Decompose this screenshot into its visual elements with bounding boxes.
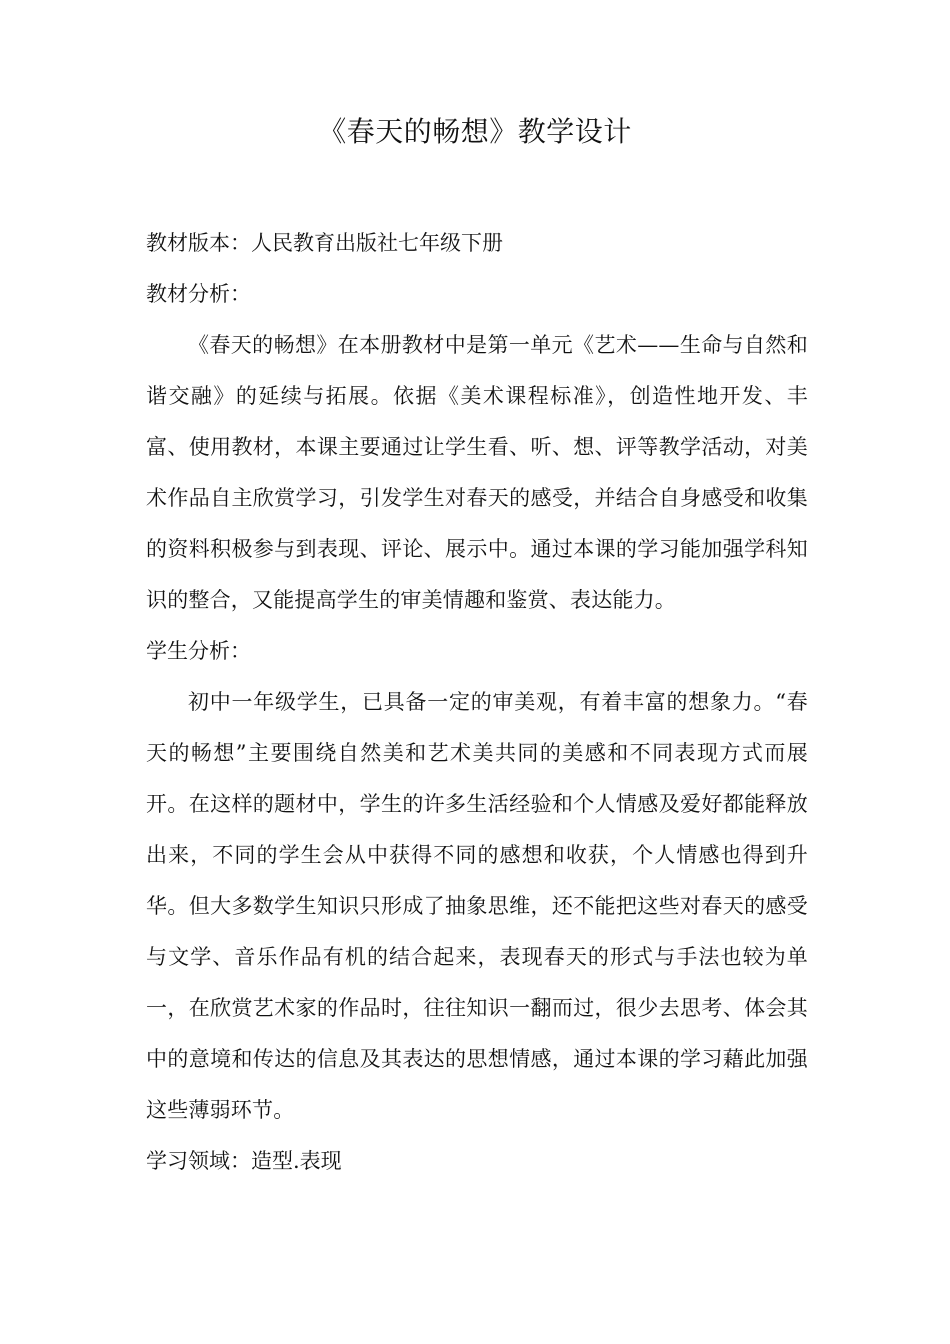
textbook-analysis-paragraph: 《春天的畅想》在本册教材中是第一单元《艺术——生命与自然和谐交融》的延续与拓展。依据《美术课程标准》，创造性地开发、丰富、使用教材，本课主要通过让学生看、听、想、评等教学活动，对美术作品自主欣赏学习，引发学生对春天的感受，并结合自身感受和收集的资料积极参与到表现、评论、展示中。通过本课的学习能加强学科知识的整合，又能提高学生的审美情趣和鉴赏、表达能力。 [146,333,808,612]
student-analysis-heading: 学生分析： [146,639,251,663]
student-analysis-paragraph: 初中一年级学生，已具备一定的审美观，有着丰富的想象力。“春天的畅想”主要围绕自然美和艺术美共同的美感和不同表现方式而展开。在这样的题材中，学生的许多生活经验和个人情感及爱好都能释放出来，不同的学生会从中获得不同的感想和收获，个人情感也得到升华。但大多数学生知识只形成了抽象思维，还不能把这些对春天的感受与文学、音乐作品有机的结合起来，表现春天的形式与手法也较为单一，在欣赏艺术家的作品时，往往知识一翻而过，很少去思考、体会其中的意境和传达的信息及其表达的思想情感，通过本课的学习藉此加强这些薄弱环节。 [146,690,808,1122]
document-body [146,218,808,1187]
textbook-version: 教材版本：人民教育出版社七年级下册 [146,231,503,255]
document-title: 《春天的畅想》教学设计 [318,115,632,148]
learning-domain: 学习领域：造型.表现 [146,1149,342,1173]
textbook-analysis-heading: 教材分析： [146,282,251,306]
